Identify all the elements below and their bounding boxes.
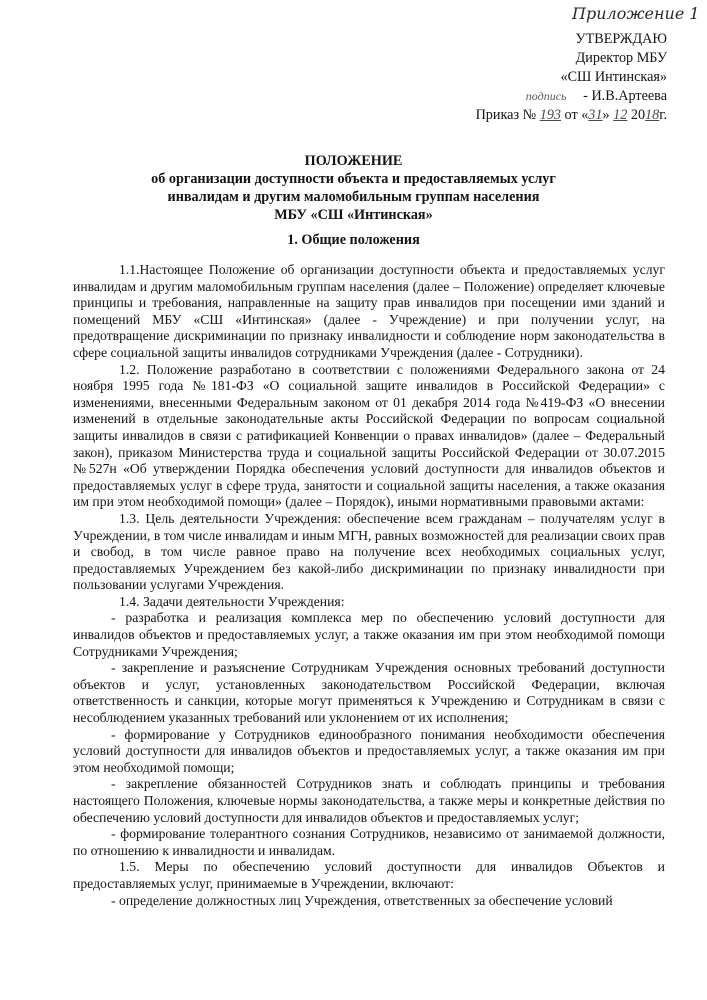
approval-position: Директор МБУ [575,50,667,66]
order-prefix: Приказ № [475,107,537,123]
order-year-suffix: 18 [645,107,660,123]
list-item: - формирование у Сотрудников единообразного понимания необходимости обеспечения условий доступности для инвалидов объектов и предоставляемых услуг, а также оказания им при этом необходимой помощи; [73,726,665,775]
approval-heading: УТВЕРЖДАЮ [575,31,667,47]
paragraph-1-3: 1.3. Цель деятельности Учреждения: обеспечение всем гражданам – получателям услуг в Учреждении, в том числе инвалидам и иным МГН, равных возможностей для реализации своих прав и свобод, в том числе равное право на получение всех необходимых социальных услуг, предоставляемых Учреждением без какой-либо дискриминации по признаку инвалидности при пользовании услугами Учреждения. [73,510,665,593]
title-line-2: об организации доступности объекта и предоставляемых услуг [151,171,556,187]
list-item: - определение должностных лиц Учреждения, ответственных за обеспечение условий [111,892,613,908]
paragraph-1-2: 1.2. Положение разработано в соответствии с положениями Федерального закона от 24 ноября 1995 года №181-ФЗ «О социальной защите инвалидов в Российской Федерации» с изменениями, внесенными Федеральным законом от 01 декабря 2014 года №419-ФЗ «О внесении изменений в отдельные законодательные акты Российской Федерации по вопросам социальной защиты инвалидов в связи с ратификацией Конвенции о правах инвалидов» (далее – Федеральный закон), приказом Министерства труда и социальной защиты Российской Федерации от 30.07.2015 №527н «Об утверждении Порядка обеспечения условий доступности для инвалидов объектов и предоставляемых услуг в сфере труда, занятости и социальной защиты населения, а также оказания им при этом необходимой помощи» (далее – Порядок), иными нормативными правовыми актами: [73,361,665,510]
approval-block [347,30,667,125]
title-line-1: ПОЛОЖЕНИЕ [304,153,403,169]
order-month: 12 [613,107,628,123]
paragraph-1-1: 1.1.Настоящее Положение об организации доступности объекта и предоставляемых услуг инвалидам и другим маломобильным группам населения (далее – Положение) определяет ключевые принципы и требования, направленные на защиту прав инвалидов при посещении ими зданий и помещений МБУ «СШ «Интинская» (далее - Учреждение) и при получении услуг, на предотвращение дискриминации по признаку инвалидности и соблюдение норм законодательства в сфере социальной защиты инвалидов сотрудниками Учреждения (далее - Сотрудники). [73,262,665,360]
section-heading: 1. Общие положения [287,232,420,248]
approval-signature-line: подпись - И.В.Артеева [347,87,667,106]
order-number: 193 [539,107,561,123]
handwritten-annotation: Приложение 1 [572,4,700,23]
document-title [0,152,707,224]
order-day: 31 [588,107,603,123]
order-from: от « [564,107,589,123]
order-year-end: г. [659,107,667,123]
approver-name: И.В.Артеева [591,88,667,104]
list-item: - закрепление обязанностей Сотрудников знать и соблюдать принципы и требования настоящего Положения, ключевые нормы законодательства, а также меры и конкретные действия по обеспечению условий доступности для инвалидов объектов и предоставляемых услуг; [73,776,665,825]
paragraph-1-5: 1.5. Меры по обеспечению условий доступности для инвалидов Объектов и предоставляемых услуг, принимаемые в Учреждении, включают: [73,859,665,891]
approval-organization: «СШ Интинская» [560,69,667,85]
order-day-close: » [602,107,610,123]
document-body [73,262,665,909]
order-year-prefix: 20 [630,107,646,123]
order-line [347,106,667,125]
list-item: - формирование толерантного сознания Сотрудников, независимо от занимаемой должности, по отношению к инвалидности и инвалидам. [73,826,665,858]
title-line-4: МБУ «СШ «Интинская» [274,207,433,223]
title-line-3: инвалидам и другим маломобильным группам населения [167,189,540,205]
signature-mark: подпись [525,89,567,103]
list-item: - закрепление и разъяснение Сотрудникам Учреждения основных требований доступности объектов и услуг, установленных законодательством Российской Федерации, включая ответственность и санкции, которые могут применяться к Учреждению и Сотрудникам в связи с несоблюдением указанных требований или уклонением от их исполнения; [73,660,665,726]
list-item: - разработка и реализация комплекса мер по обеспечению условий доступности для инвалидов объектов и предоставляемых услуг, а также оказания им при этом необходимой помощи Сотрудниками Учреждения; [73,610,665,659]
paragraph-1-4: 1.4. Задачи деятельности Учреждения: [119,593,345,609]
